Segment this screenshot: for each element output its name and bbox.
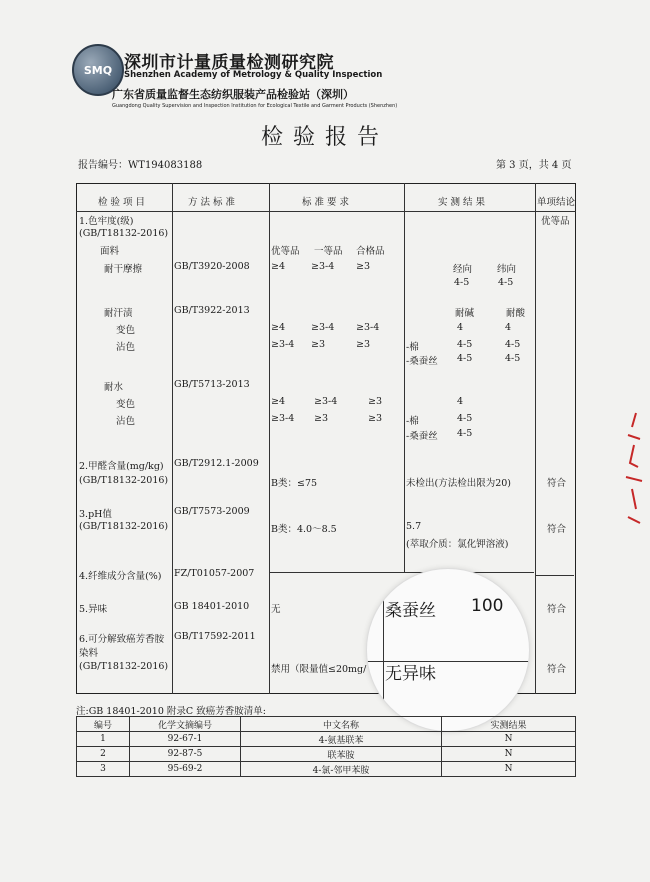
result-value: 4 bbox=[505, 322, 512, 333]
amine-table-header bbox=[77, 717, 576, 732]
result-ph-note: (萃取介质：氯化钾溶液) bbox=[406, 539, 509, 550]
item-dry-rubbing: 耐干摩擦 bbox=[104, 264, 143, 275]
report-number: 报告编号：WT194083188 bbox=[78, 160, 203, 171]
amine-cell: 3 bbox=[77, 762, 130, 777]
grade-qualified: 合格品 bbox=[356, 246, 385, 257]
item-ph: 3.pH值 bbox=[79, 509, 112, 520]
result-ph-value: 5.7 bbox=[406, 521, 422, 532]
row-divider bbox=[270, 572, 534, 573]
header-requirement: 标 准 要 求 bbox=[302, 197, 350, 208]
item-standard: (GB/T18132-2016) bbox=[79, 661, 169, 672]
req-odor: 无 bbox=[271, 604, 281, 615]
header-item: 检 验 项 目 bbox=[98, 197, 146, 208]
amine-note: 注:GB 18401-2010 附录C 致癌芳香胺清单: bbox=[76, 706, 266, 717]
lens-fiber-percent: 100 bbox=[471, 596, 504, 616]
grade-premium: 优等品 bbox=[271, 246, 300, 257]
req-value: ≥4 bbox=[271, 261, 286, 272]
item-color-change: 变色 bbox=[116, 325, 136, 336]
conclusion-ph: 符合 bbox=[547, 524, 567, 535]
req-value: ≥4 bbox=[271, 396, 286, 407]
method-perspiration: GB/T3922-2013 bbox=[174, 305, 250, 316]
result-value: 4-5 bbox=[457, 353, 473, 364]
result-acid-label: 耐酸 bbox=[506, 308, 526, 319]
req-value: ≥3 bbox=[368, 413, 383, 424]
amine-table bbox=[76, 716, 576, 777]
result-value: 4 bbox=[457, 396, 464, 407]
method-amine: GB/T17592-2011 bbox=[174, 631, 256, 642]
amine-cell: 1 bbox=[77, 732, 130, 747]
req-value: ≥3-4 bbox=[271, 413, 295, 424]
col-divider bbox=[404, 183, 405, 573]
conclusion-formaldehyde: 符合 bbox=[547, 478, 567, 489]
lens-odor-result: 无异味 bbox=[385, 664, 436, 684]
table-row bbox=[77, 747, 576, 762]
logo-text: SMQ bbox=[83, 63, 113, 77]
req-value: ≥3 bbox=[311, 339, 326, 350]
org-name-cn: 深圳市计量质量检测研究院 bbox=[124, 53, 334, 73]
result-cotton-label: -棉 bbox=[406, 342, 419, 353]
col-divider bbox=[172, 183, 173, 694]
item-standard: (GB/T18132-2016) bbox=[79, 228, 169, 239]
method-formaldehyde: GB/T2912.1-2009 bbox=[174, 458, 259, 469]
amine-header-no: 编号 bbox=[77, 717, 130, 732]
header-method: 方 法 标 准 bbox=[188, 197, 236, 208]
item-standard: (GB/T18132-2016) bbox=[79, 521, 169, 532]
item-fiber-content: 4.纤维成分含量(%) bbox=[79, 571, 162, 582]
grade-first: 一等品 bbox=[314, 246, 343, 257]
table-row bbox=[77, 732, 576, 747]
result-silk-label: -桑蚕丝 bbox=[406, 356, 438, 367]
magnifier-lens bbox=[366, 568, 530, 732]
req-value: ≥4 bbox=[271, 322, 286, 333]
result-formaldehyde: 未检出(方法检出限为20) bbox=[406, 478, 512, 489]
method-dry-rubbing: GB/T3920-2008 bbox=[174, 261, 250, 272]
lens-fiber-name: 桑蚕丝 bbox=[385, 601, 436, 621]
item-aromatic-amine: 6.可分解致癌芳香胺 bbox=[79, 634, 165, 645]
amine-cell: 92-67-1 bbox=[130, 732, 241, 747]
amine-header-result: 实测结果 bbox=[442, 717, 576, 732]
lens-col-divider bbox=[383, 569, 384, 731]
result-value: 4-5 bbox=[505, 353, 521, 364]
result-value: 4 bbox=[457, 322, 464, 333]
result-value: 4-5 bbox=[457, 413, 473, 424]
req-formaldehyde: B类：≤75 bbox=[271, 478, 318, 489]
item-staining: 沾色 bbox=[116, 342, 136, 353]
table-row bbox=[77, 762, 576, 777]
req-value: ≥3-4 bbox=[356, 322, 380, 333]
req-value: ≥3-4 bbox=[271, 339, 295, 350]
result-value: 4-5 bbox=[454, 277, 470, 288]
result-value: 4-5 bbox=[457, 428, 473, 439]
item-fabric: 面料 bbox=[100, 246, 120, 257]
result-cotton-label: -棉 bbox=[406, 416, 419, 427]
req-value: ≥3-4 bbox=[311, 322, 335, 333]
item-color-fastness: 1.色牢度(级) bbox=[79, 216, 134, 227]
req-amine: 禁用（限量值≤20mg/ bbox=[271, 664, 367, 675]
item-dyes: 染料 bbox=[79, 648, 99, 659]
amine-cell: N bbox=[442, 762, 576, 777]
amine-cell: 4-氨基联苯 bbox=[241, 732, 442, 747]
method-fiber: FZ/T01057-2007 bbox=[174, 568, 255, 579]
req-value: ≥3-4 bbox=[314, 396, 338, 407]
method-water: GB/T5713-2013 bbox=[174, 379, 250, 390]
item-odor: 5.异味 bbox=[79, 604, 108, 615]
result-value: 4-5 bbox=[457, 339, 473, 350]
item-standard: (GB/T18132-2016) bbox=[79, 475, 169, 486]
row-divider bbox=[536, 575, 574, 576]
conclusion-odor: 符合 bbox=[547, 604, 567, 615]
result-value: 4-5 bbox=[498, 277, 514, 288]
amine-cell: N bbox=[442, 747, 576, 762]
org-name-en: Shenzhen Academy of Metrology & Quality Inspection bbox=[124, 70, 383, 80]
header-divider bbox=[76, 211, 576, 212]
amine-cell: 95-69-2 bbox=[130, 762, 241, 777]
conclusion-color-fastness: 优等品 bbox=[541, 216, 570, 227]
station-name-en: Guangdong Quality Supervision and Inspection Institution for Ecological Textile and Garment Products (Shenzhen) bbox=[112, 103, 398, 109]
result-silk-label: -桑蚕丝 bbox=[406, 431, 438, 442]
item-formaldehyde: 2.甲醛含量(mg/kg) bbox=[79, 461, 164, 472]
result-weft-label: 纬向 bbox=[497, 264, 517, 275]
amine-cell: 92-87-5 bbox=[130, 747, 241, 762]
item-staining: 沾色 bbox=[116, 416, 136, 427]
req-value: ≥3 bbox=[356, 339, 371, 350]
item-perspiration: 耐汗渍 bbox=[104, 308, 133, 319]
req-value: ≥3 bbox=[368, 396, 383, 407]
amine-cell: 2 bbox=[77, 747, 130, 762]
req-ph: B类：4.0～8.5 bbox=[271, 524, 337, 535]
col-divider bbox=[535, 183, 536, 694]
req-value: ≥3-4 bbox=[311, 261, 335, 272]
amine-cell: 联苯胺 bbox=[241, 747, 442, 762]
header-conclusion: 单项结论 bbox=[537, 197, 576, 208]
method-odor: GB 18401-2010 bbox=[174, 601, 250, 612]
req-value: ≥3 bbox=[356, 261, 371, 272]
report-title: 检验报告 bbox=[260, 125, 389, 150]
method-ph: GB/T7573-2009 bbox=[174, 506, 250, 517]
req-value: ≥3 bbox=[314, 413, 329, 424]
page-info: 第 3 页，共 4 页 bbox=[496, 160, 572, 171]
col-divider bbox=[269, 183, 270, 694]
amine-header-cas: 化学文摘编号 bbox=[130, 717, 241, 732]
amine-header-name: 中文名称 bbox=[241, 717, 442, 732]
amine-cell: 4-氯-邻甲苯胺 bbox=[241, 762, 442, 777]
red-seal-mark bbox=[614, 405, 650, 535]
result-warp-label: 经向 bbox=[453, 264, 473, 275]
header-result: 实 测 结 果 bbox=[438, 197, 486, 208]
result-alkali-label: 耐碱 bbox=[455, 308, 475, 319]
result-value: 4-5 bbox=[505, 339, 521, 350]
amine-cell: N bbox=[442, 732, 576, 747]
station-name-cn: 广东省质量监督生态纺织服装产品检验站（深圳） bbox=[112, 88, 354, 101]
conclusion-amine: 符合 bbox=[547, 664, 567, 675]
item-water: 耐水 bbox=[104, 382, 124, 393]
item-color-change: 变色 bbox=[116, 399, 136, 410]
